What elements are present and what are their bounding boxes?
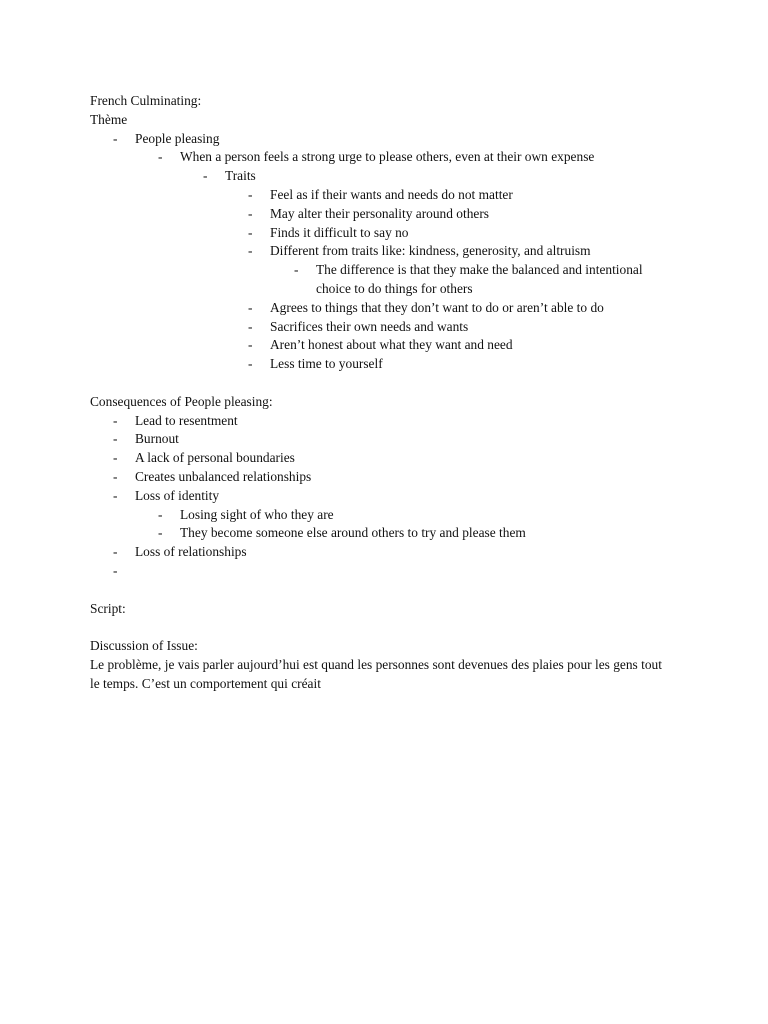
discussion-heading: Discussion of Issue: (90, 638, 198, 654)
list-item-consequence (90, 468, 680, 487)
list-item-identity-sub (90, 524, 680, 543)
list-item-trait (90, 318, 680, 337)
item-text: Finds it difficult to say no (270, 224, 409, 240)
item-text: The difference is that they make the balanced and intentional choice to do things for others (316, 262, 643, 296)
item-text: They become someone else around others to try and please them (180, 525, 526, 541)
list-item-trait (90, 299, 680, 318)
list-item-consequence (90, 430, 680, 449)
bullet-dash: - (113, 130, 118, 146)
bullet-dash: - (248, 224, 253, 240)
bullet-dash: - (248, 186, 253, 202)
list-item-trait (90, 355, 680, 374)
item-text: Less time to yourself (270, 356, 383, 372)
list-item-trait (90, 336, 680, 355)
theme-heading: Thème (90, 111, 128, 127)
item-text: May alter their personality around others (270, 205, 490, 221)
list-item-trait (90, 242, 680, 261)
bullet-dash: - (294, 262, 299, 278)
consequences-heading: Consequences of People pleasing: (90, 393, 273, 409)
discussion-paragraph: Le problème, je vais parler aujourd’hui est quand les personnes sont devenues des plaies pour les gens tout le temps. C’est un comportement qui créait (90, 656, 662, 691)
blank-line (90, 374, 680, 393)
bullet-dash: - (113, 450, 118, 466)
item-text: Aren’t honest about what they want and need (270, 337, 513, 353)
bullet-dash: - (248, 243, 253, 259)
list-item-consequence (90, 543, 680, 562)
list-item-traits (90, 167, 680, 186)
list-item-consequence (90, 449, 680, 468)
item-text: Creates unbalanced relationships (135, 468, 312, 484)
bullet-dash: - (158, 525, 163, 541)
list-item-trait (90, 186, 680, 205)
blank-line (90, 581, 680, 600)
list-item-trait (90, 224, 680, 243)
list-item-consequence (90, 487, 680, 506)
item-text: A lack of personal boundaries (135, 450, 295, 466)
bullet-dash: - (248, 205, 253, 221)
document-body (90, 92, 680, 694)
item-text: Traits (225, 168, 256, 184)
blank-line (90, 618, 680, 637)
bullet-dash: - (113, 562, 118, 578)
bullet-dash: - (113, 412, 118, 428)
list-item-trait (90, 205, 680, 224)
bullet-dash: - (248, 299, 253, 315)
item-text: Agrees to things that they don’t want to do or aren’t able to do (270, 299, 604, 315)
bullet-dash: - (248, 356, 253, 372)
item-text: Loss of identity (135, 487, 220, 503)
document-title: French Culminating: (90, 93, 202, 108)
item-text: When a person feels a strong urge to please others, even at their own expense (180, 149, 595, 165)
bullet-dash: - (248, 337, 253, 353)
item-text: Burnout (135, 431, 179, 447)
bullet-dash: - (248, 318, 253, 334)
list-item-topic (90, 130, 680, 149)
script-heading: Script: (90, 600, 126, 616)
item-text: Loss of relationships (135, 544, 247, 560)
bullet-dash: - (113, 544, 118, 560)
item-text: Losing sight of who they are (180, 506, 334, 522)
bullet-dash: - (113, 431, 118, 447)
list-item-definition (90, 148, 680, 167)
list-item-empty (90, 562, 680, 581)
item-text: Lead to resentment (135, 412, 238, 428)
list-item-consequence (90, 412, 680, 431)
list-item-identity-sub (90, 506, 680, 525)
item-text: People pleasing (135, 130, 220, 146)
item-text: Sacrifices their own needs and wants (270, 318, 469, 334)
bullet-dash: - (158, 506, 163, 522)
item-text: Different from traits like: kindness, generosity, and altruism (270, 243, 591, 259)
bullet-dash: - (158, 149, 163, 165)
bullet-dash: - (113, 468, 118, 484)
item-text: Feel as if their wants and needs do not matter (270, 186, 513, 202)
bullet-dash: - (113, 487, 118, 503)
list-item-difference-note (90, 261, 680, 299)
bullet-dash: - (203, 168, 208, 184)
